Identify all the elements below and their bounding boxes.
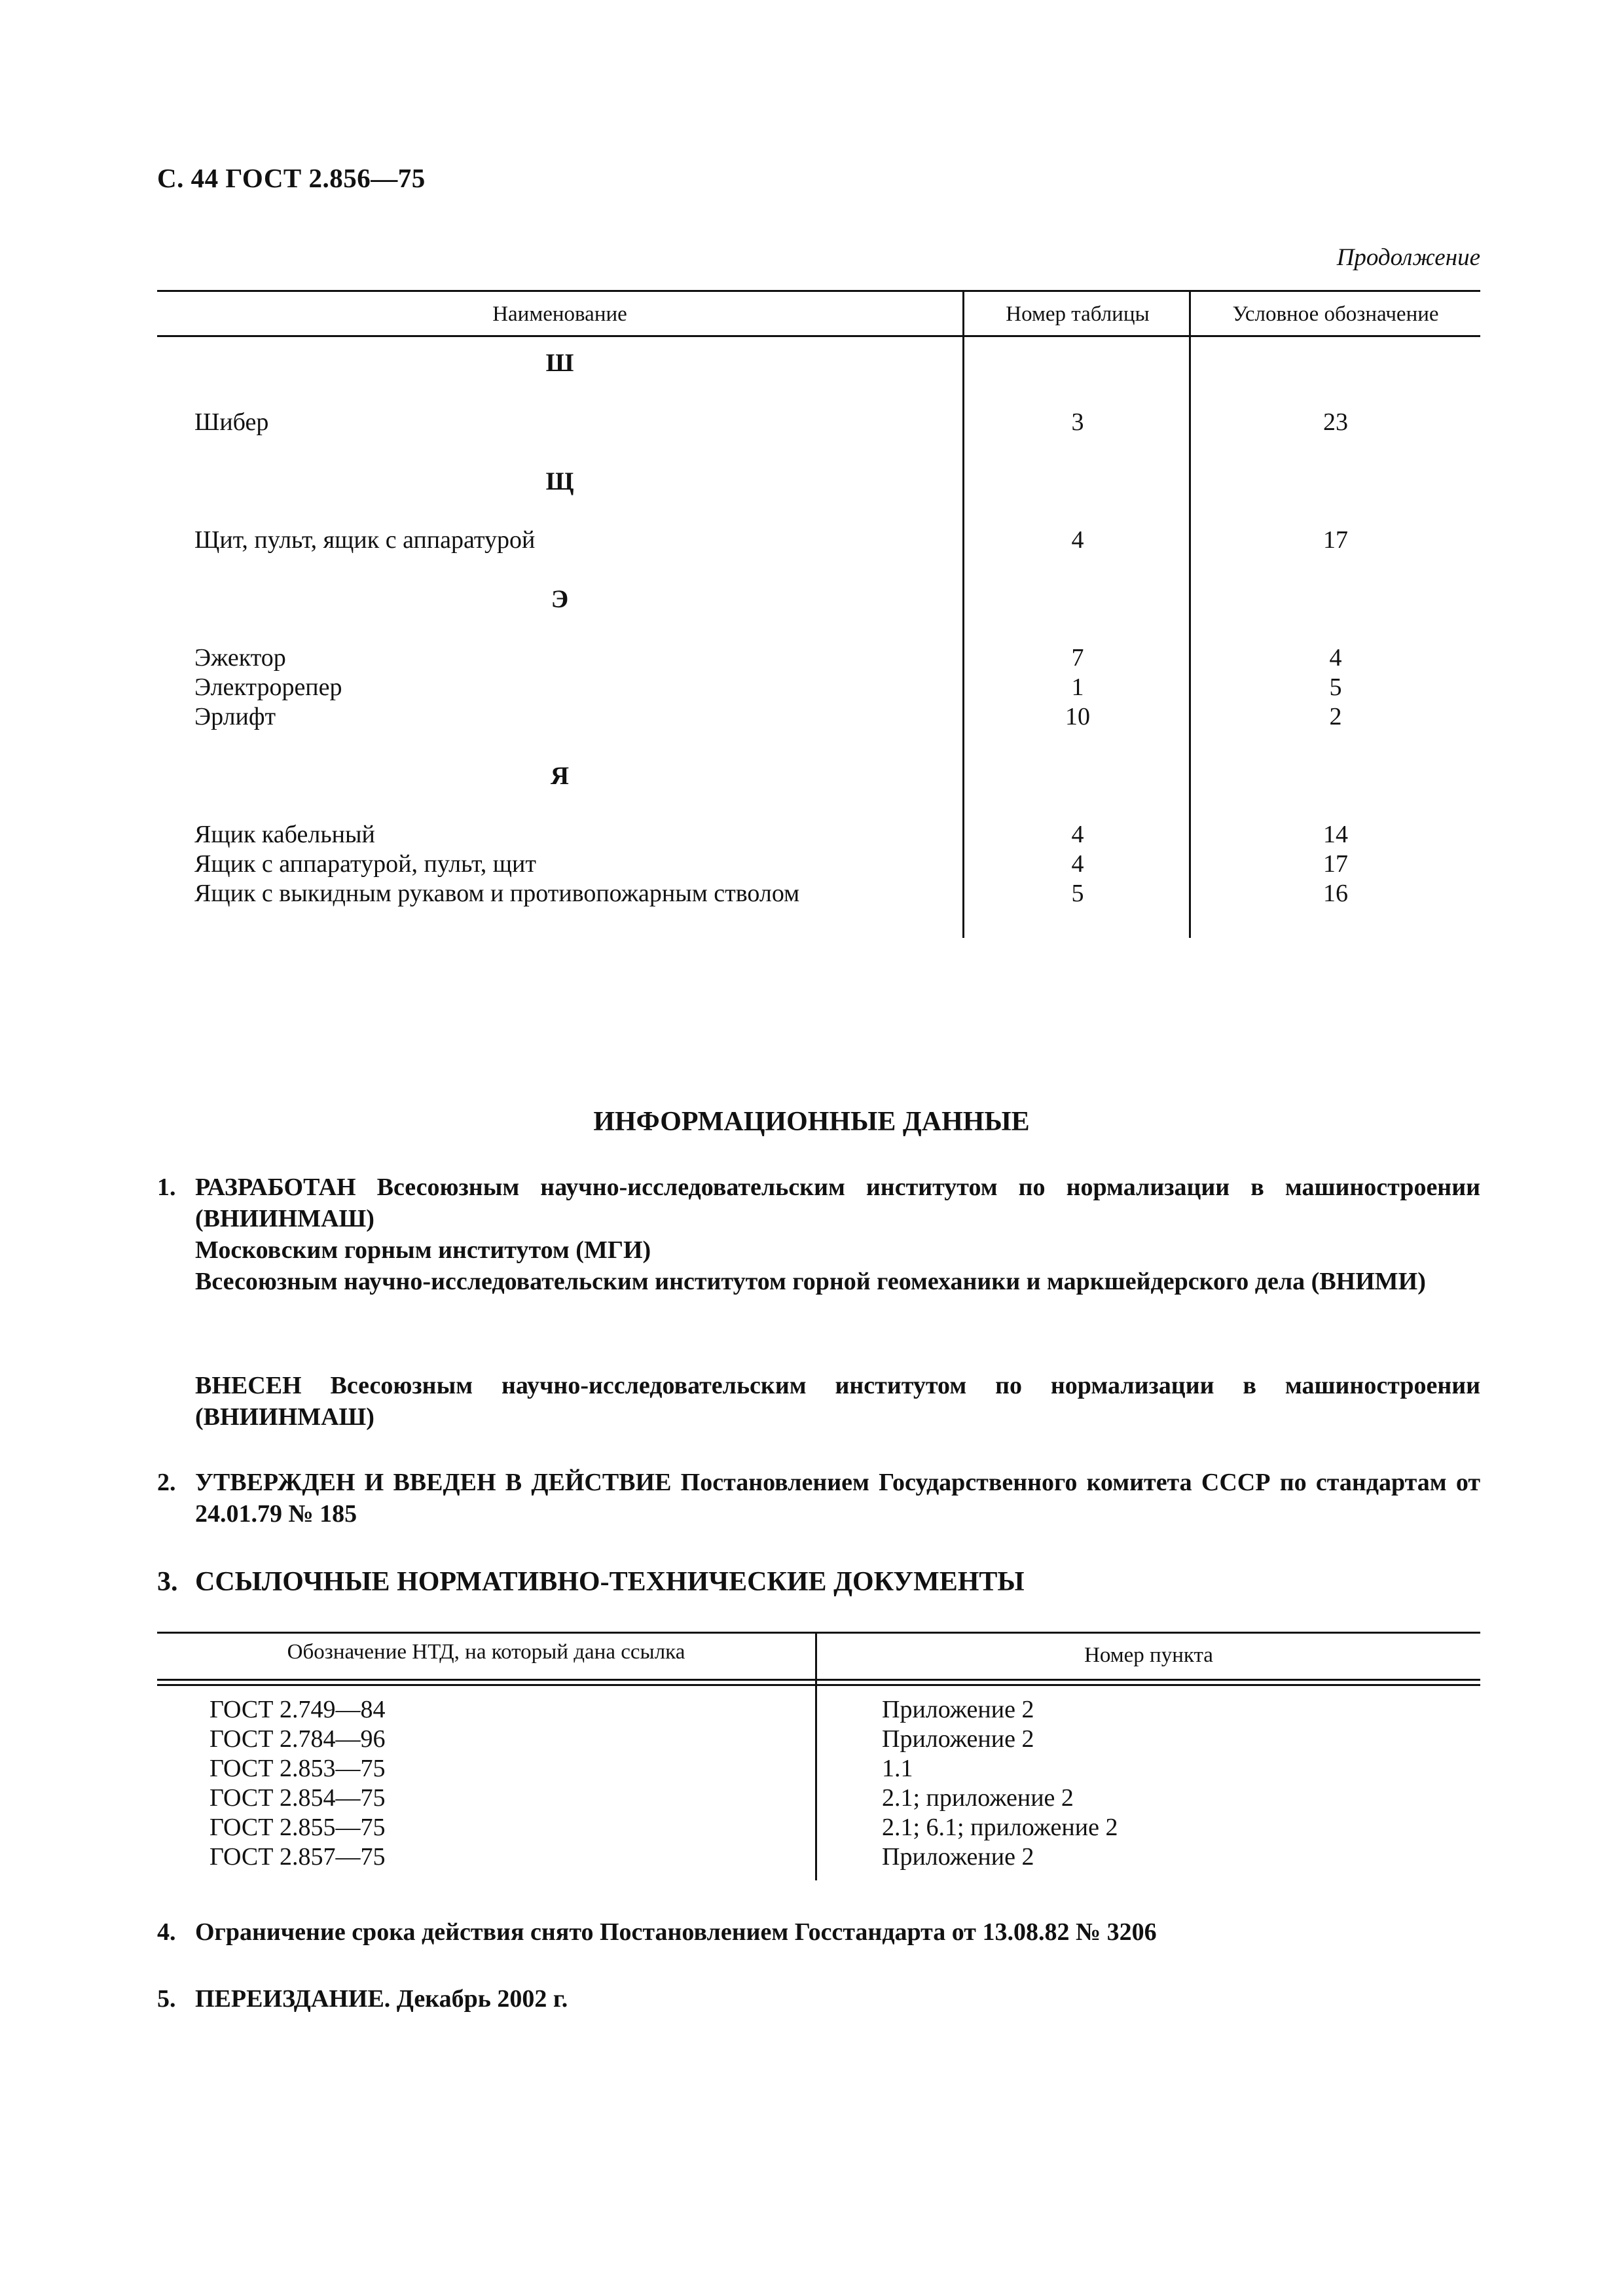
table-row (157, 1784, 1480, 1814)
row-symbol: 16 (1323, 880, 1348, 907)
ref-clause: Приложение 2 (882, 1696, 1034, 1723)
row-name: Эжектор (194, 644, 286, 672)
item-limitation (157, 1916, 1480, 1948)
item-number: 1. (157, 1174, 176, 1201)
table-row (157, 1813, 1480, 1843)
ref-clause: Приложение 2 (882, 1843, 1034, 1871)
item-number: 5. (157, 1985, 176, 2013)
table-row (157, 1842, 1480, 1873)
row-table-number: 3 (1071, 408, 1084, 436)
references-title: ССЫЛОЧНЫЕ НОРМАТИВНО-ТЕХНИЧЕСКИЕ ДОКУМЕНТЫ (195, 1567, 1025, 1597)
item-reissue (157, 1983, 1480, 2015)
group-letter: Я (550, 762, 570, 790)
continuation-label: Продолжение (1336, 244, 1480, 271)
row-name: Шибер (194, 408, 269, 436)
header-table-number: Номер таблицы (1006, 302, 1150, 326)
item-number: 3. (157, 1567, 178, 1597)
table-row (157, 1725, 1480, 1755)
group-letter: Щ (545, 467, 574, 495)
ref-clause: 1.1 (882, 1755, 913, 1782)
row-name: Эрлифт (194, 703, 276, 730)
ref-header-clause: Номер пункта (1084, 1643, 1213, 1667)
row-table-number: 10 (1065, 703, 1090, 730)
ref-clause: 2.1; приложение 2 (882, 1784, 1074, 1812)
row-symbol: 4 (1329, 644, 1342, 672)
row-table-number: 4 (1071, 526, 1084, 554)
row-name: Ящик с выкидным рукавом и противопожарным стволом (194, 880, 800, 907)
item-number: 4. (157, 1918, 176, 1946)
ref-document: ГОСТ 2.784—96 (210, 1725, 386, 1753)
row-table-number: 4 (1071, 850, 1084, 878)
ref-document: ГОСТ 2.855—75 (210, 1814, 386, 1841)
header-symbol: Условное обозначение (1232, 302, 1439, 326)
info-title: ИНФОРМАЦИОННЫЕ ДАННЫЕ (593, 1107, 1030, 1137)
row-name: Щит, пульт, ящик с аппаратурой (194, 526, 536, 554)
ref-header-document: Обозначение НТД, на который дана ссылка (287, 1640, 685, 1664)
row-symbol: 17 (1323, 526, 1348, 554)
row-name: Ящик кабельный (194, 821, 375, 848)
ref-document: ГОСТ 2.854—75 (210, 1784, 386, 1812)
developed-text: РАЗРАБОТАН Всесоюзным научно-исследовательским институтом по нормализации в машиностроении (ВНИИНМАШ) (195, 1174, 1480, 1232)
row-symbol: 2 (1329, 703, 1342, 730)
limitation-text: Ограничение срока действия снято Постановлением Госстандарта от 13.08.82 № 3206 (195, 1918, 1157, 1946)
group-letter: Э (551, 585, 569, 613)
developed-text-3: Всесоюзным научно-исследовательским институтом горной геомеханики и маркшейдерского дела (ВНИМИ) (195, 1268, 1426, 1295)
developed-text-2: Московским горным институтом (МГИ) (195, 1236, 651, 1264)
item-number: 2. (157, 1469, 176, 1496)
approved-text: УТВЕРЖДЕН И ВВЕДЕН В ДЕЙСТВИЕ Постановлением Государственного комитета СССР по стандартам от 24.01.79 № 185 (195, 1469, 1480, 1528)
row-table-number: 1 (1071, 673, 1084, 701)
row-symbol: 23 (1323, 408, 1348, 436)
table-row (157, 1695, 1480, 1725)
table-row (157, 1754, 1480, 1784)
group-letter: Ш (545, 349, 574, 377)
row-table-number: 7 (1071, 644, 1084, 672)
ref-clause: 2.1; 6.1; приложение 2 (882, 1814, 1118, 1841)
row-name: Электрорепер (194, 673, 342, 701)
page-header: С. 44 ГОСТ 2.856—75 (157, 163, 426, 193)
row-name: Ящик с аппаратурой, пульт, щит (194, 850, 536, 878)
item-introduced: ВНЕСЕН Всесоюзным научно-исследовательским институтом по нормализации в машиностроении (ВНИИНМАШ) (195, 1372, 1480, 1431)
row-table-number: 5 (1071, 880, 1084, 907)
row-table-number: 4 (1071, 821, 1084, 848)
reference-body (157, 0, 1480, 2296)
reissue-text: ПЕРЕИЗДАНИЕ. Декабрь 2002 г. (195, 1985, 568, 2013)
row-symbol: 17 (1323, 850, 1348, 878)
ref-document: ГОСТ 2.853—75 (210, 1755, 386, 1782)
header-name: Наименование (492, 302, 627, 326)
ref-document: ГОСТ 2.749—84 (210, 1696, 386, 1723)
row-symbol: 14 (1323, 821, 1348, 848)
ref-document: ГОСТ 2.857—75 (210, 1843, 386, 1871)
ref-clause: Приложение 2 (882, 1725, 1034, 1753)
row-symbol: 5 (1329, 673, 1342, 701)
